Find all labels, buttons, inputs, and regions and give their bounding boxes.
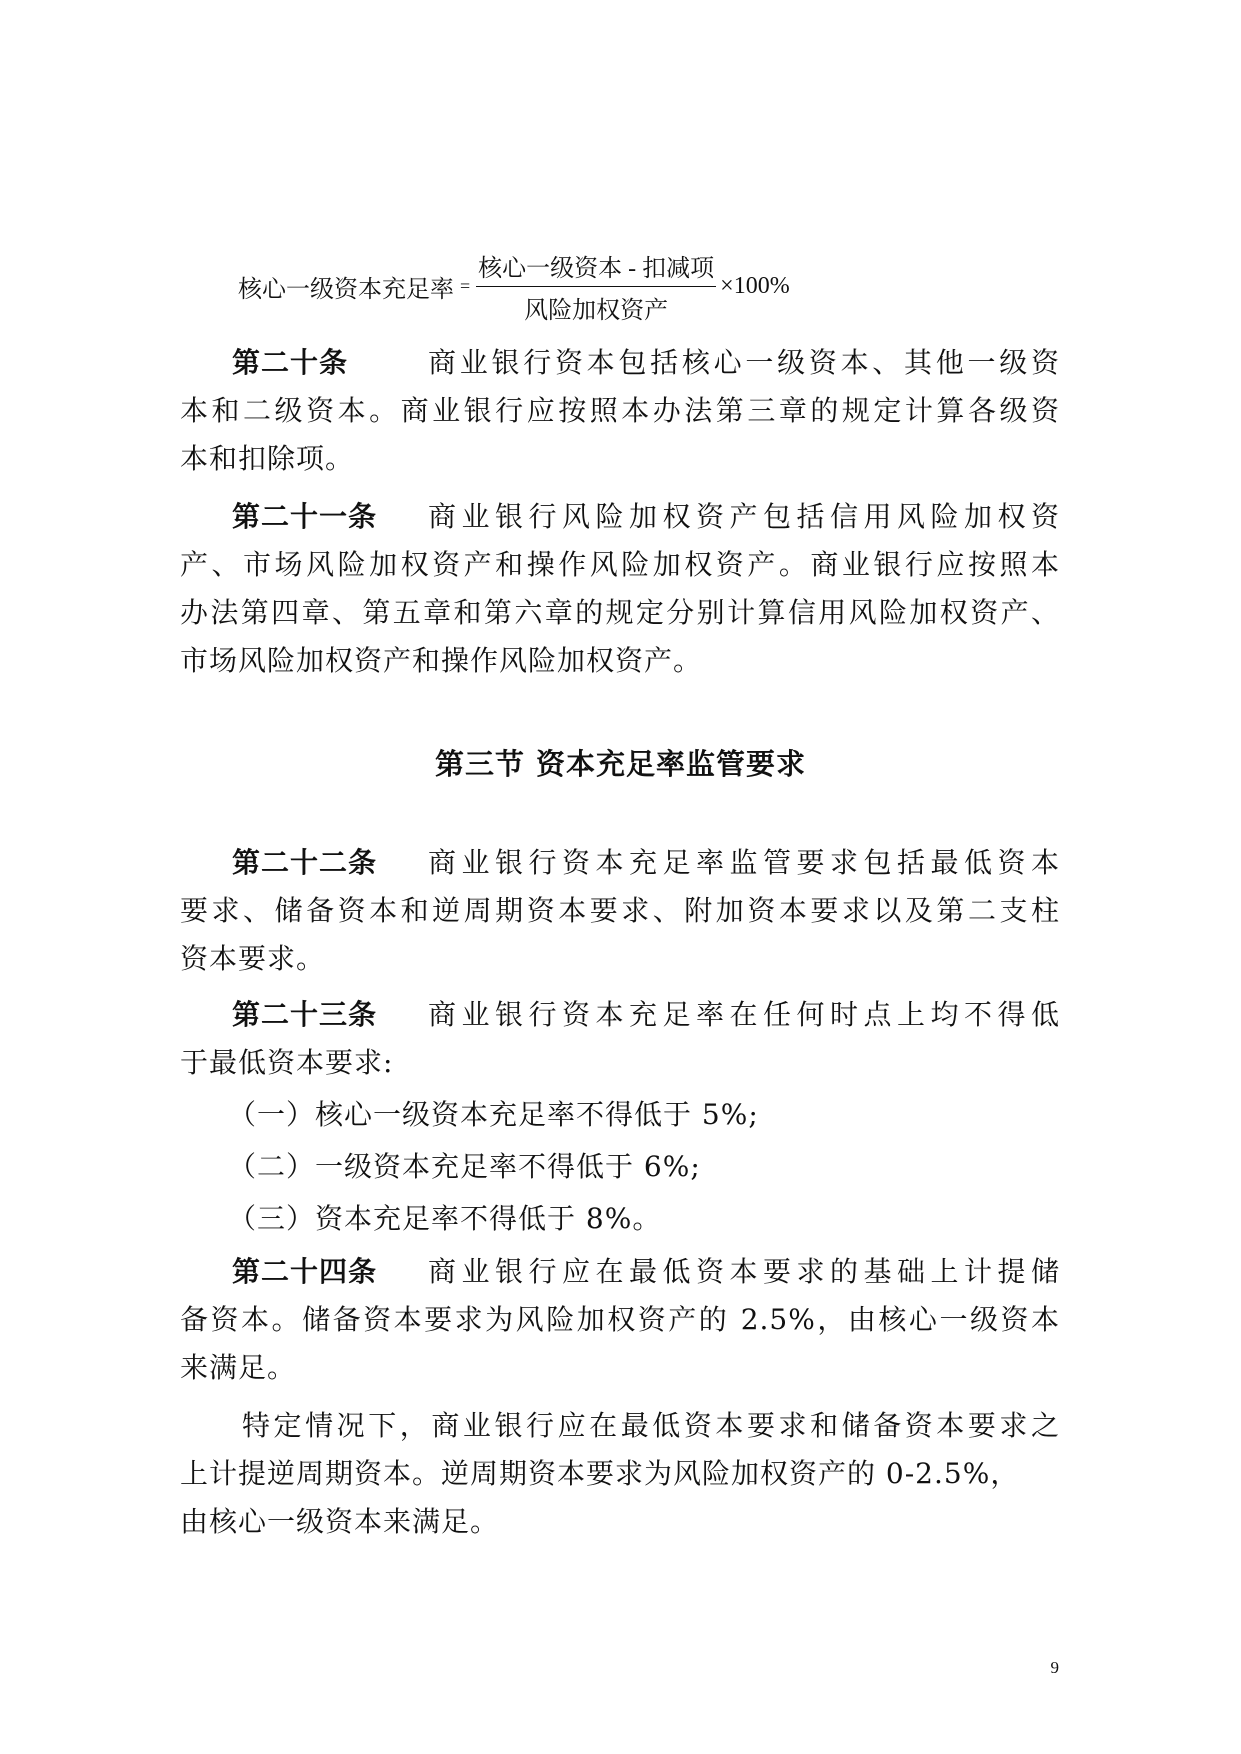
formula-denominator: 风险加权资产 [524, 298, 669, 324]
article-20-title: 第二十条 [232, 346, 349, 379]
article-24-title: 第二十四条 [232, 1255, 378, 1288]
formula-multiplier: ×100% [720, 273, 790, 299]
formula-lhs: 核心一级资本充足率 [238, 277, 454, 303]
article-20-line-1: 商业银行资本包括核心一级资本、其他一级资 [428, 346, 1060, 379]
article-24-title-line [232, 1254, 377, 1290]
article-20-title-line [232, 345, 348, 381]
article-22-line-2: 要求、储备资本和逆周期资本要求、附加资本要求以及第二支柱 [180, 894, 1060, 927]
article-24-line-1: 商业银行应在最低资本要求的基础上计提储 [428, 1255, 1060, 1288]
section-heading: 第三节 资本充足率监管要求 [434, 747, 807, 781]
article-23-title: 第二十三条 [232, 998, 378, 1031]
article-21-title-line [232, 499, 377, 535]
article-23-item-2: （二）一级资本充足率不得低于 6%; [228, 1150, 701, 1183]
formula-fraction [476, 248, 716, 325]
article-24-line-2: 备资本。储备资本要求为风险加权资产的 2.5%，由核心一级资本 [180, 1303, 1060, 1336]
article-24-para2-line-3: 由核心一级资本来满足。 [180, 1505, 500, 1538]
article-21-title: 第二十一条 [232, 500, 378, 533]
formula-numerator: 核心一级资本 - 扣减项 [476, 248, 716, 287]
article-20-line-3: 本和扣除项。 [180, 442, 355, 475]
article-23-line-2: 于最低资本要求: [180, 1046, 394, 1079]
article-24-line-3: 来满足。 [180, 1351, 297, 1384]
article-23-item-1: （一）核心一级资本充足率不得低于 5%; [228, 1098, 759, 1131]
article-22-title: 第二十二条 [232, 846, 378, 879]
article-23-item-3: （三）资本充足率不得低于 8%。 [228, 1202, 662, 1235]
article-22-title-line [232, 845, 377, 881]
article-22-line-3: 资本要求。 [180, 942, 326, 975]
article-21-line-4: 市场风险加权资产和操作风险加权资产。 [180, 644, 703, 677]
article-22-line-1: 商业银行资本充足率监管要求包括最低资本 [428, 846, 1060, 879]
article-21-line-1: 商业银行风险加权资产包括信用风险加权资 [428, 500, 1060, 533]
capital-ratio-formula [238, 248, 790, 325]
article-24-para2-line-1: 特定情况下，商业银行应在最低资本要求和储备资本要求之 [242, 1409, 1060, 1442]
article-21-line-3: 办法第四章、第五章和第六章的规定分别计算信用风险加权资产、 [180, 596, 1060, 629]
article-23-line-1: 商业银行资本充足率在任何时点上均不得低 [428, 998, 1060, 1031]
formula-equals: = [460, 276, 471, 296]
article-21-line-2: 产、市场风险加权资产和操作风险加权资产。商业银行应按照本 [180, 548, 1060, 581]
page-number: 9 [1050, 1658, 1059, 1677]
article-24-para2-line-2: 上计提逆周期资本。逆周期资本要求为风险加权资产的 0-2.5%， [180, 1457, 1020, 1490]
article-23-title-line [232, 997, 377, 1033]
article-20-line-2: 本和二级资本。商业银行应按照本办法第三章的规定计算各级资 [180, 394, 1060, 427]
